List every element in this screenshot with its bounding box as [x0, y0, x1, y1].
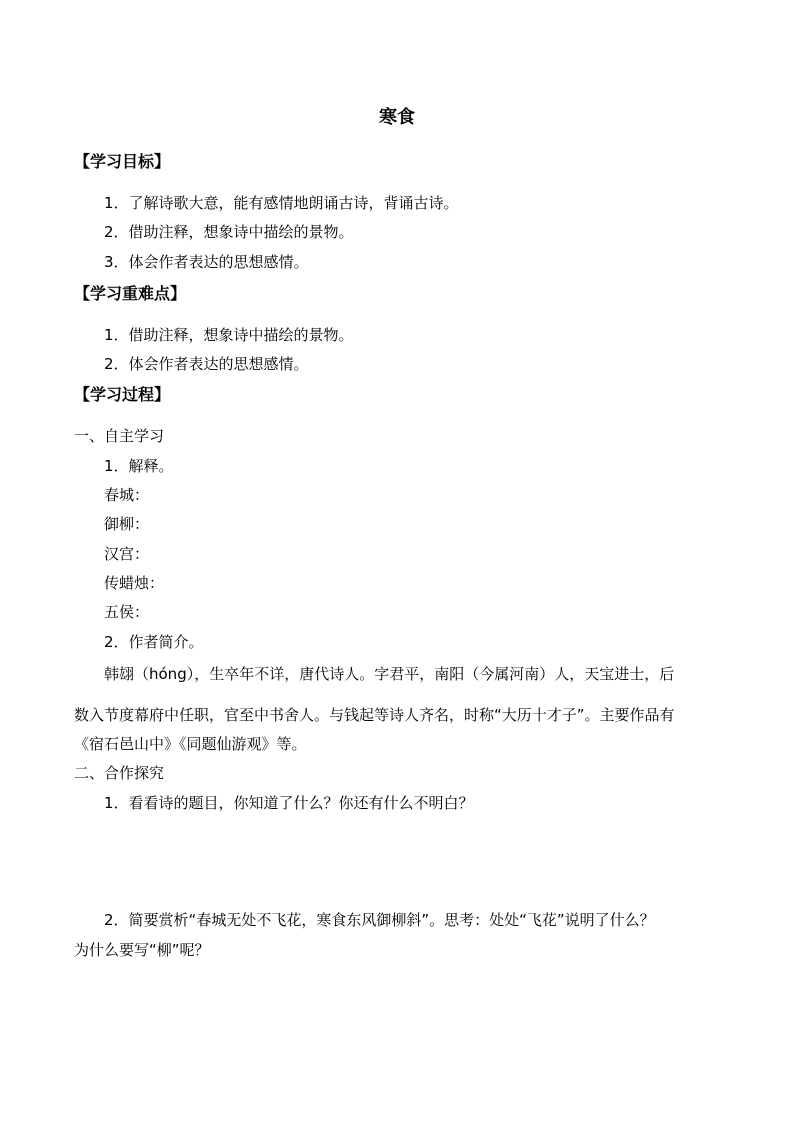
goal-item: 3．体会作者表达的思想感情。	[104, 253, 309, 271]
term-item: 汉宫：	[104, 545, 150, 563]
part2-title: 二、合作探究	[74, 764, 165, 782]
term-item: 御柳：	[104, 515, 150, 533]
goal-item: 2．借助注释，想象诗中描绘的景物。	[104, 223, 354, 241]
heading-goals: 【学习目标】	[74, 152, 171, 171]
term-item: 传蜡烛：	[104, 574, 165, 592]
author-bio-line: 《宿石邑山中》《同题仙游观》等。	[74, 735, 307, 753]
term-item: 春城：	[104, 486, 150, 504]
page-title: 寒食	[379, 107, 415, 128]
heading-key-points: 【学习重难点】	[74, 284, 187, 303]
part2-q2-continued: 为什么要写“柳”呢？	[74, 941, 210, 959]
part2-q1: 1．看看诗的题目，你知道了什么？你还有什么不明白？	[104, 794, 474, 812]
part1-title: 一、自主学习	[74, 427, 165, 445]
author-bio-line: 韩翃（hóng），生卒年不详，唐代诗人。字君平，南阳（今属河南）人，天宝进士，后	[104, 665, 675, 683]
key-point-item: 2．体会作者表达的思想感情。	[104, 355, 309, 373]
term-item: 五侯：	[104, 603, 150, 621]
part1-q1: 1．解释。	[104, 457, 174, 475]
author-bio-line: 数入节度幕府中任职，官至中书舍人。与钱起等诗人齐名，时称“大历十才子”。主要作品有	[74, 706, 675, 724]
part1-q2: 2．作者简介。	[104, 633, 204, 651]
key-point-item: 1．借助注释，想象诗中描绘的景物。	[104, 326, 354, 344]
part2-q2: 2．简要赏析“春城无处不飞花，寒食东风御柳斜”。思考：处处“飞花”说明了什么？	[104, 911, 655, 929]
heading-process: 【学习过程】	[74, 385, 171, 404]
goal-item: 1．了解诗歌大意，能有感情地朗诵古诗，背诵古诗。	[104, 194, 459, 212]
